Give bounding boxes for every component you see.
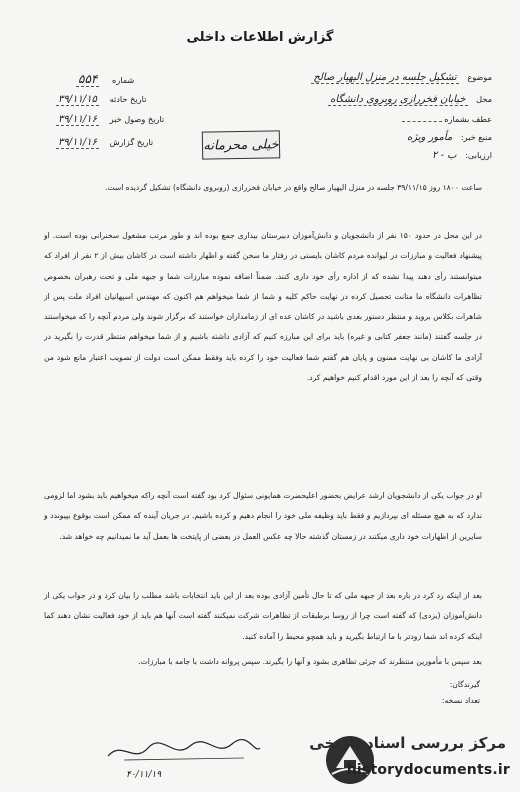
report-date-label: تاریخ گزارش [109, 137, 154, 147]
paragraph-4: بعد از اینکه رد کرد در باره بعد از جبهه ملی که تا حال تأمین آزادی بوده بعد از این باید انتخابات باشد مطلب را بیان کرد و در جواب یکی از دانش‌آموزان (یزدی) که گفته است چرا از روسا برطبقات از تظاهرات شرکت نمیکنند گفته است آنها هم باید از خود فعالیت نشان دهند کما اینکه کرده اند شما زودتر با ما ارتباط بگیرید و باید همچو محیط را آماده کنید. [44, 591, 482, 641]
confidential-stamp: خیلی محرمانه [202, 130, 280, 159]
signature-date: ۴۰/۱۱/۱۹ [126, 770, 162, 780]
distribution-line [442, 694, 480, 707]
event-date-row [56, 94, 146, 105]
subject-label: موضوع [467, 72, 492, 82]
attached-row [402, 114, 492, 124]
number-row [76, 72, 134, 86]
number-value: ۵۵۴ [78, 72, 98, 86]
event-date-value: ۳۹/۱۱/۱۵ [58, 94, 97, 105]
evaluation-row [432, 150, 492, 161]
report-date-row [56, 137, 153, 148]
evaluation-label: ارزیابی: [465, 150, 492, 160]
report-date-value: ۳۹/۱۱/۱۶ [58, 137, 97, 148]
watermark-org-name: مرکز بررسی اسناد تاریخی [309, 734, 506, 752]
distribution-label: تعداد نسخه: [441, 696, 480, 705]
number-label: شماره [111, 75, 135, 85]
source-value: مأمور ویژه [406, 132, 453, 143]
receipt-date-label: تاریخ وصول خبر [109, 114, 165, 124]
event-date-label: تاریخ حادثه [109, 94, 147, 104]
place-row [328, 94, 492, 105]
subject-value: تشکیل جلسه در منزل الیهیار صالح [313, 72, 457, 83]
document-title: گزارش اطلاعات داخلی [186, 30, 334, 45]
place-value: خیابان فخررازی روبروی دانشگاه [330, 94, 466, 105]
place-label: محل [476, 94, 492, 104]
attached-label: عطف بشماره [444, 114, 492, 124]
subject-row [311, 72, 492, 83]
paragraph-2: در این محل در حدود ۱۵۰ نفر از دانشجویان و دانش‌آموزان دبیرستان بیداری جمع بوده اند و طور مرتب مشغول سخنرانی بوده است. او پیشنهاد فعالیت و مبارزات در لیوانده مردم کاشان بایستی در رفتار ما سخن گفته و اظهار داشته است در کاشان بیش از ۲ نفر از افراد که میتوانستند رأی دهند پیدا نشده که از اداره رأی خود داری کنند. ضمناً اضافه نموده مبارزات شما و جبهه ملی و تحت رهبران بخصوص تظاهرات دانشگاه ما متانت تحصیل کرده در نهایت حاکم کلیه و شما از شما میخواهم هم اکنون که مهندس اسپهانیان افراد ملت پس از شاهرات بکلاس بروید و منتظر دستور بعدی باشید در کاشان عده ای از زمامداران خواستند که برگزار شوند ولی مردم آنچه را که میخواستند در جلسه گفتند (مانند جعفر کتابی و غیره) باید برای این مبارزه کنیم که آزادی داشته باشیم و از شما میخواهم منتظر قدرت را بگیرید در آزادی ما کاشان بی نهایت ممنون و پایان هم گفتم شما فعالیت خود را کرده باید وفقط ممکن است دولت از تصویب اعتبار مانع شود من وقتی که آنچه را بعد از این مورد اقدام کنیم خواهیم کرد. [44, 231, 482, 383]
receipt-date-row [56, 114, 164, 125]
watermark [262, 730, 520, 792]
recipients-label: گیرندگان: [449, 680, 480, 689]
handwritten-signature [104, 734, 264, 768]
paragraph-5: بعد سپس با مأمورین منتظرند که جزئی تظاهری بشود و آنها را بگیرند. سپس پروانه داشت با جامه با مبارزات. [138, 657, 482, 666]
source-row [407, 132, 492, 143]
watermark-url: historydocuments.ir [346, 762, 510, 778]
recipients-line [450, 678, 480, 691]
receipt-date-value: ۳۹/۱۱/۱۶ [58, 114, 97, 125]
paragraph-3: او در جواب یکی از دانشجویان ارشد عرایض بحضور اعلیحضرت همایونی سئوال کرد بود گفته است آنچه راکه میخواهیم باید بشود اما لزومی ندارد که به هیچ مسئله ای بپردازیم و فقط باید وظیفه ملی خود را انجام دهیم و کرده باشیم. در جریان آینده که ممکن است بوقوع بپیوندد و سایرین از اظهارات خود داری میکنند در زمستان گذشته حالا چه عکس العمل در بعضی از پایتخت ها بعمل آید ما نمیدانیم چه خواهد شد. [44, 491, 482, 541]
evaluation-value: ب - ۲ [432, 150, 457, 161]
source-label: منبع خبر: [460, 132, 492, 142]
paragraph-1: ساعت ۱۸۰۰ روز ۳۹/۱۱/۱۵ جلسه در منزل الیهیار صالح واقع در خیابان فخررازی (روبروی دانشگاه) تشکیل گردیده است. [105, 183, 482, 192]
